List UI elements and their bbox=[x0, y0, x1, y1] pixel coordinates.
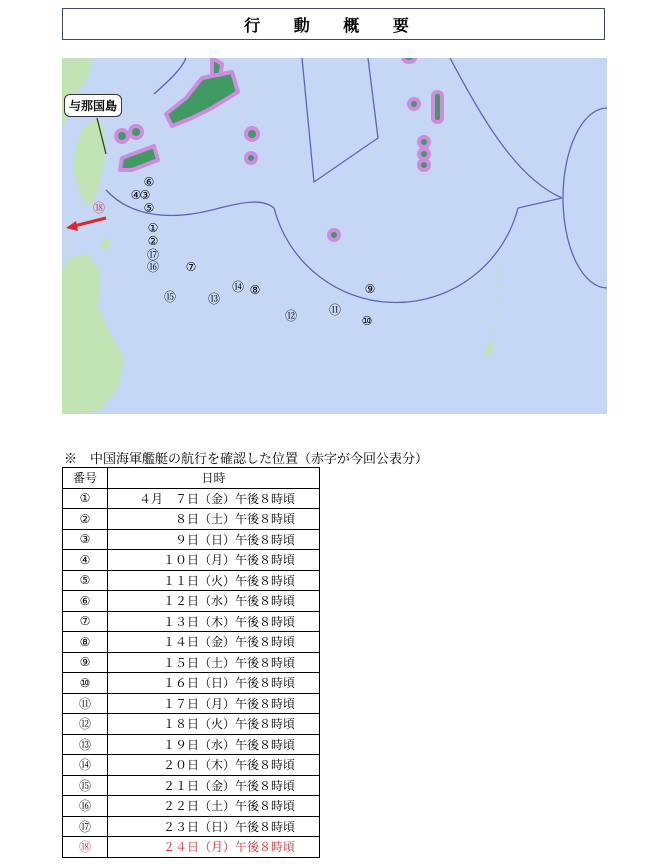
row-datetime: ２０日（木）午後８時頃 bbox=[108, 755, 320, 776]
row-number: ⑩ bbox=[63, 673, 108, 694]
row-datetime: ４月 ７日（金）午後８時頃 bbox=[108, 488, 320, 509]
table-caption: ※ 中国海軍艦艇の航行を確認した位置（赤字が今回公表分） bbox=[64, 452, 429, 467]
header-datetime: 日時 bbox=[108, 468, 320, 489]
row-number: ⑬ bbox=[63, 734, 108, 755]
page-title: 行 動 概 要 bbox=[62, 8, 605, 40]
table-row bbox=[63, 714, 320, 735]
row-datetime: １１日（火）午後８時頃 bbox=[108, 570, 320, 591]
position-marker: ⑨ bbox=[364, 282, 376, 296]
row-number: ⑧ bbox=[63, 632, 108, 653]
row-number: ⑥ bbox=[63, 591, 108, 612]
row-number: ⑰ bbox=[63, 816, 108, 837]
island-label: 与那国島 bbox=[64, 94, 122, 117]
position-marker: ⑮ bbox=[163, 290, 177, 304]
table-row bbox=[63, 488, 320, 509]
table-body bbox=[63, 488, 320, 857]
position-marker: ⑰ bbox=[146, 248, 160, 262]
header-number: 番号 bbox=[63, 468, 108, 489]
row-datetime: １７日（月）午後８時頃 bbox=[108, 693, 320, 714]
row-number: ④ bbox=[63, 550, 108, 571]
table-row bbox=[63, 632, 320, 653]
row-datetime: １４日（金）午後８時頃 bbox=[108, 632, 320, 653]
row-datetime: ２４日（月）午後８時頃 bbox=[108, 837, 320, 858]
position-marker: ⑪ bbox=[328, 303, 342, 317]
row-datetime: ２２日（土）午後８時頃 bbox=[108, 796, 320, 817]
row-number: ⑤ bbox=[63, 570, 108, 591]
row-datetime: １２日（水）午後８時頃 bbox=[108, 591, 320, 612]
sighting-table bbox=[62, 467, 320, 858]
row-datetime: ８日（土）午後８時頃 bbox=[108, 509, 320, 530]
row-number: ⑨ bbox=[63, 652, 108, 673]
position-marker: ③ bbox=[139, 188, 151, 202]
table-row bbox=[63, 652, 320, 673]
row-number: ⑫ bbox=[63, 714, 108, 735]
row-datetime: １８日（火）午後８時頃 bbox=[108, 714, 320, 735]
table-row bbox=[63, 816, 320, 837]
row-number: ① bbox=[63, 488, 108, 509]
row-number: ⑮ bbox=[63, 775, 108, 796]
table-row bbox=[63, 837, 320, 858]
position-marker: ⑥ bbox=[143, 175, 155, 189]
table-row bbox=[63, 570, 320, 591]
position-marker: ⑭ bbox=[231, 280, 245, 294]
table-row bbox=[63, 775, 320, 796]
position-marker: ⑯ bbox=[146, 260, 160, 274]
row-number: ② bbox=[63, 509, 108, 530]
table-row bbox=[63, 509, 320, 530]
row-number: ⑦ bbox=[63, 611, 108, 632]
position-marker: ① bbox=[147, 221, 159, 235]
position-marker: ⑩ bbox=[361, 314, 373, 328]
row-datetime: １９日（水）午後８時頃 bbox=[108, 734, 320, 755]
row-number: ⑭ bbox=[63, 755, 108, 776]
table-row bbox=[63, 611, 320, 632]
position-marker: ⑬ bbox=[207, 292, 221, 306]
row-number: ⑪ bbox=[63, 693, 108, 714]
position-marker: ⑦ bbox=[185, 260, 197, 274]
row-datetime: ９日（日）午後８時頃 bbox=[108, 529, 320, 550]
table-row bbox=[63, 673, 320, 694]
row-number: ③ bbox=[63, 529, 108, 550]
row-datetime: １３日（木）午後８時頃 bbox=[108, 611, 320, 632]
row-datetime: ２１日（金）午後８時頃 bbox=[108, 775, 320, 796]
position-marker: ⑤ bbox=[143, 201, 155, 215]
position-marker: ⑫ bbox=[284, 309, 298, 323]
position-marker: ⑧ bbox=[249, 283, 261, 297]
position-marker: ⑱ bbox=[92, 201, 106, 215]
row-datetime: １０日（月）午後８時頃 bbox=[108, 550, 320, 571]
row-datetime: １５日（土）午後８時頃 bbox=[108, 652, 320, 673]
map bbox=[62, 58, 607, 414]
row-datetime: １６日（日）午後８時頃 bbox=[108, 673, 320, 694]
table-row bbox=[63, 529, 320, 550]
row-number: ⑱ bbox=[63, 837, 108, 858]
row-number: ⑯ bbox=[63, 796, 108, 817]
table-row bbox=[63, 734, 320, 755]
table-row bbox=[63, 693, 320, 714]
table-row bbox=[63, 591, 320, 612]
table-header-row bbox=[63, 468, 320, 489]
position-marker: ② bbox=[147, 234, 159, 248]
table-row bbox=[63, 550, 320, 571]
row-datetime: ２３日（日）午後８時頃 bbox=[108, 816, 320, 837]
table-row bbox=[63, 755, 320, 776]
table-row bbox=[63, 796, 320, 817]
position-marker: ④ bbox=[130, 188, 142, 202]
